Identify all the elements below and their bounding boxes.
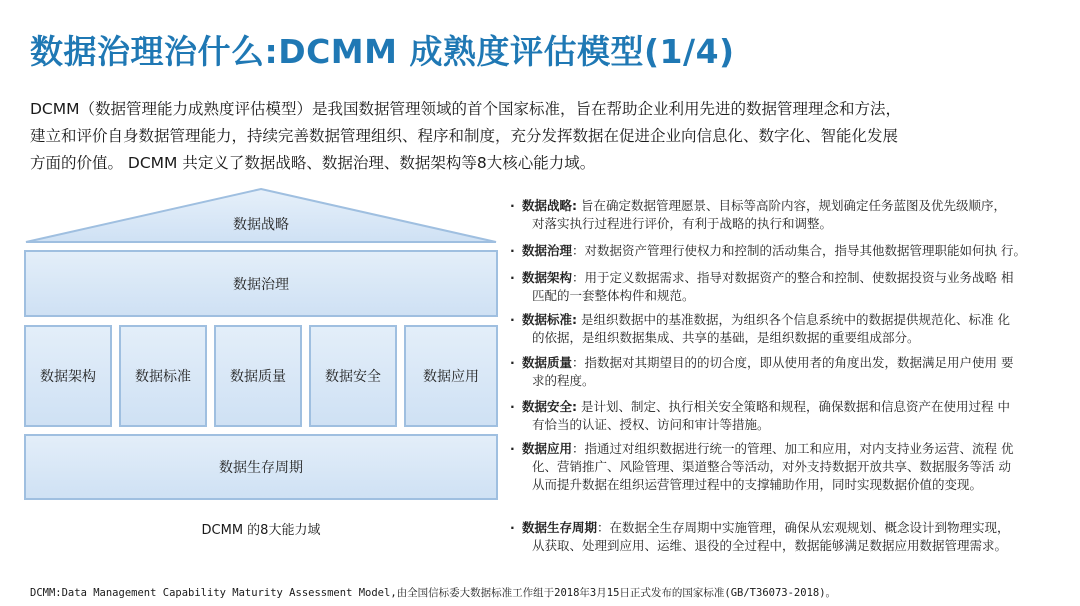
bullet: ·: [510, 312, 515, 327]
bullet: ·: [510, 243, 515, 258]
intro-paragraph: [30, 96, 1055, 177]
pillar-quality: 数据质量: [214, 325, 302, 427]
definition-text: 是组织数据中的基准数据，为组织各个信息系统中的数据提供规范化、标准 化: [580, 312, 1010, 327]
bullet: ·: [510, 399, 515, 414]
pillar-application: 数据应用: [404, 325, 498, 427]
bullet: ·: [510, 355, 515, 370]
definition-term: 数据生存周期: [522, 520, 598, 535]
definition-text: 是计划、制定、执行相关安全策略和规程，确保数据和信息资产在使用过程 中: [580, 399, 1010, 414]
bullet: ·: [510, 270, 515, 285]
definition-item: [508, 440, 1056, 494]
intro-line: 建立和评价自身数据管理能力，持续完善数据管理组织、程序和制度，充分发挥数据在促进企业向信息化、数字化、智能化发展: [30, 127, 899, 145]
definition-text: ：对数据资产管理行使权力和控制的活动集合，指导其他数据管理职能如何执 行。: [572, 243, 1026, 258]
definition-term: 数据标准:: [522, 312, 577, 327]
definition-term: 数据安全:: [522, 399, 577, 414]
definition-text: ：在数据全生存周期中实施管理，确保从宏观规划、概念设计到物理实现，: [597, 520, 1010, 535]
bullet: ·: [510, 198, 515, 213]
definition-text: 有恰当的认证、授权、访问和审计等措施。: [532, 417, 770, 432]
dcmm-capability-diagram: [24, 187, 498, 505]
definition-text: 求的程度。: [532, 373, 595, 388]
roof-strategy: [24, 187, 498, 243]
definition-item: [508, 242, 1056, 260]
definition-term: 数据治理: [522, 243, 573, 258]
definition-term: 数据战略:: [522, 198, 577, 213]
definition-text: ：指通过对组织数据进行统一的管理、加工和应用，对内支持业务运营、流程 优: [572, 441, 1014, 456]
bullet: ·: [510, 520, 515, 535]
intro-line: DCMM（数据管理能力成熟度评估模型）是我国数据管理领域的首个国家标准，旨在帮助企业利用先进的数据管理理念和方法，: [30, 100, 902, 118]
bullet: ·: [510, 441, 515, 456]
page-title: 数据治理治什么:DCMM 成熟度评估模型(1/4): [30, 32, 735, 71]
definition-item: [508, 519, 1056, 555]
definition-text: 对落实执行过程进行评价，有利于战略的执行和调整。: [532, 216, 833, 231]
definition-item: [508, 269, 1056, 305]
definition-text: ：用于定义数据需求、指导对数据资产的整合和控制、使数据投资与业务战略 相: [572, 270, 1014, 285]
definition-text: 旨在确定数据管理愿景、目标等高阶内容，规划确定任务蓝图及优先级顺序，: [580, 198, 1006, 213]
definition-item: [508, 398, 1056, 434]
definition-item: [508, 354, 1056, 390]
definition-text: 从而提升数据在组织运营管理过程中的支撑辅助作用，同时实现数据价值的变现。: [532, 477, 983, 492]
definition-term: 数据质量: [522, 355, 573, 370]
pillar-architecture: 数据架构: [24, 325, 112, 427]
governance-block: 数据治理: [24, 250, 498, 317]
definition-text: 匹配的一套整体构件和规范。: [532, 288, 695, 303]
definition-text: 化、营销推广、风险管理、渠道整合等活动，对外支持数据开放共享、数据服务等活 动: [532, 459, 1011, 474]
definition-item: [508, 197, 1056, 233]
pillar-standard: 数据标准: [119, 325, 207, 427]
lifecycle-block: 数据生存周期: [24, 434, 498, 500]
definition-text: ：指数据对其期望目的的切合度，即从使用者的角度出发，数据满足用户使用 要: [572, 355, 1014, 370]
intro-line: 方面的价值。 DCMM 共定义了数据战略、数据治理、数据架构等8大核心能力域。: [30, 154, 596, 172]
definition-term: 数据架构: [522, 270, 573, 285]
definition-text: 的依据，是组织数据集成、共享的基础，是组织数据的重要组成部分。: [532, 330, 920, 345]
diagram-caption: DCMM 的8大能力域: [201, 523, 321, 538]
definition-item: [508, 311, 1056, 347]
definition-term: 数据应用: [522, 441, 573, 456]
definition-text: 从获取、处理到应用、运维、退役的全过程中，数据能够满足数据应用数据管理需求。: [532, 538, 1008, 553]
footnote: DCMM:Data Management Capability Maturity Assessment Model,由全国信标委大数据标准工作组于2018年3月15日正式发布的国家标准(GB/T36073-2018)。: [30, 587, 837, 599]
pillar-security: 数据安全: [309, 325, 397, 427]
roof-label: 数据战略: [233, 217, 289, 233]
